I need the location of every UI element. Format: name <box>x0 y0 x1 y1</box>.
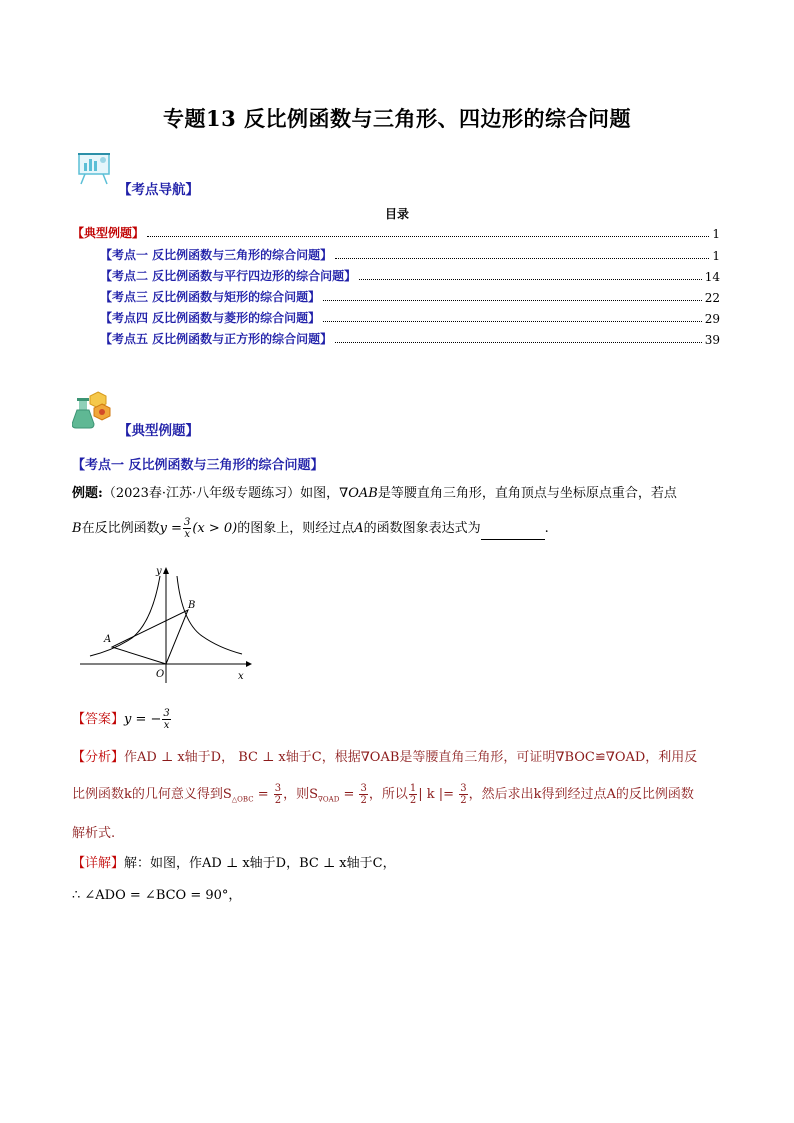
label-b: B <box>188 600 196 611</box>
curve-right <box>177 576 242 654</box>
presentation-board-icon <box>75 150 113 186</box>
example-label: 例题: <box>72 486 103 501</box>
function-graph <box>74 562 254 684</box>
page-title: 专题13 反比例函数与三角形、四边形的综合问题 <box>162 106 632 131</box>
nav-heading: 【考点导航】 <box>118 182 199 198</box>
curve-left <box>90 576 160 656</box>
toc-list <box>72 223 720 241</box>
example-line-1: 例题:（2023春·江苏·八年级专题练习）如图，∇OAB是等腰直角三角形，直角顶点与坐标原点重合，若点 <box>72 486 677 501</box>
toc-item[interactable]: 【考点三 反比例函数与矩形的综合问题】 22 <box>100 290 720 305</box>
analysis-line-3: 解析式. <box>72 826 116 841</box>
detail-line-1: 【详解】解：如图，作AD ⊥ x轴于D，BC ⊥ x轴于C， <box>72 856 396 871</box>
answer-blank[interactable] <box>481 525 545 540</box>
detail-line-2: ∴ ∠ADO = ∠BCO = 90°， <box>72 888 242 903</box>
section-heading: 【典型例题】 <box>118 423 199 439</box>
toc-title: 目录 <box>384 207 409 221</box>
example-line-2: B在反比例函数y = $\frac{3}{x}$ (x > 0)的图象上，则经过点A的函数图象表达式为 . <box>72 517 549 540</box>
label-y: y <box>156 566 162 577</box>
analysis-tag: 【分析】 <box>72 750 125 765</box>
toc-sublist <box>100 245 720 347</box>
triangle-oab <box>112 610 188 664</box>
label-o: O <box>156 669 165 680</box>
toc-item[interactable]: 【考点四 反比例函数与菱形的综合问题】 29 <box>100 311 720 326</box>
label-a: A <box>104 634 112 645</box>
toc-item[interactable]: 【考点二 反比例函数与平行四边形的综合问题】 14 <box>100 269 720 284</box>
answer-line: 【答案】y = − $\frac{3}{x}$ <box>72 708 170 731</box>
toc-item[interactable]: 【典型例题】 1 <box>72 226 720 241</box>
label-x: x <box>238 671 244 682</box>
answer-tag: 【答案】 <box>72 712 125 727</box>
point-heading: 【考点一 反比例函数与三角形的综合问题】 <box>72 458 324 473</box>
toc-item[interactable]: 【考点五 反比例函数与正方形的综合问题】 39 <box>100 332 720 347</box>
detail-tag: 【详解】 <box>72 856 125 871</box>
analysis-line-2: 比例函数k的几何意义得到$S_{\triangle OBC}$ = $\frac{3}{2}$ ，则$S_{\nabla OAD}$ = $\frac{3}{2}$ ，所以 $\frac{1}{2}$ | k |= $\frac{3}{2}$ ，然后求出k得到经过点A的反比例函数 <box>72 783 694 806</box>
toc-item[interactable]: 【考点一 反比例函数与三角形的综合问题】 1 <box>100 248 720 263</box>
analysis-line-1: 【分析】作AD ⊥ x轴于D， BC ⊥ x轴于C，根据∇OAB是等腰直角三角形，可证明∇BOC≌∇OAD，利用反 <box>72 750 698 765</box>
flask-icon <box>72 390 112 430</box>
